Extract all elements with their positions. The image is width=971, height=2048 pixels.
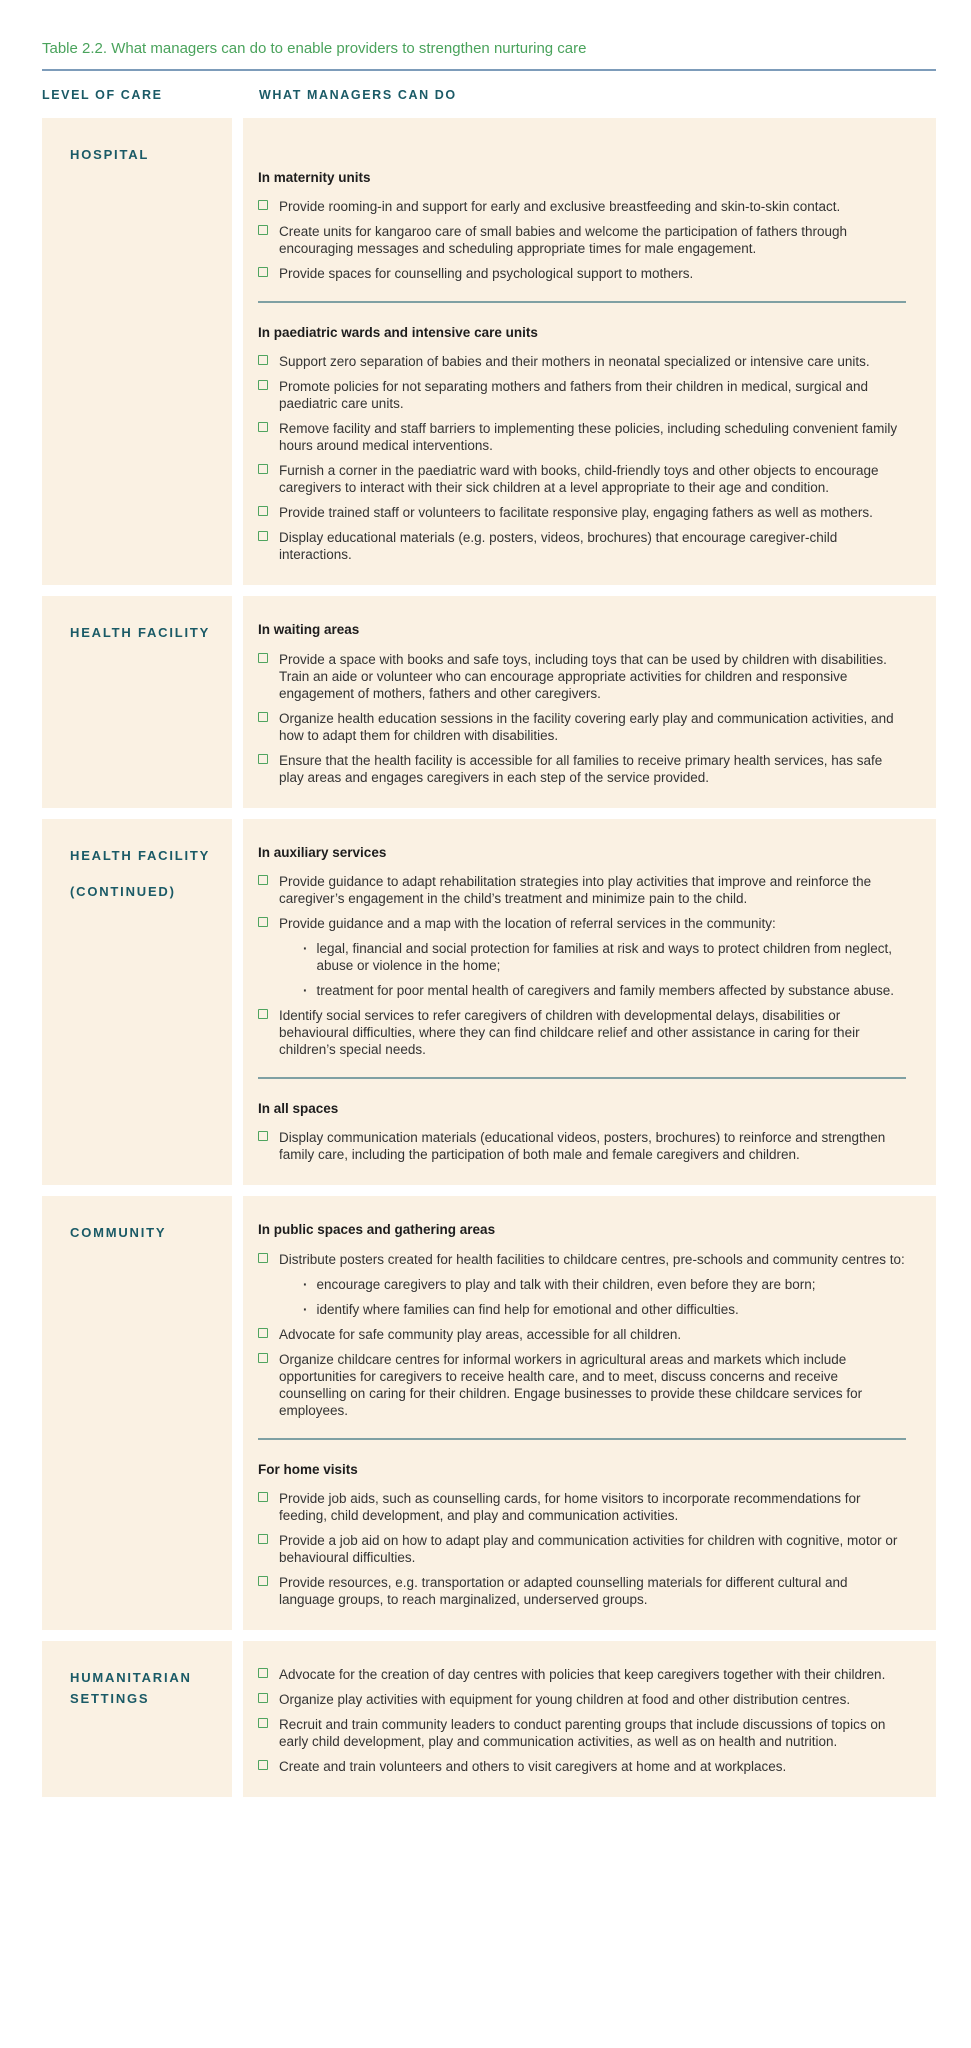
item-body [279,1490,906,1524]
actions-cell [243,1641,936,1797]
item-body [279,353,906,370]
item-text: Ensure that the health facility is accessible for all families to receive primary health services, has safe play areas and engages caregivers in each step of the service provided. [279,752,883,785]
column-header-actions: WHAT MANAGERS CAN DO [259,87,457,102]
title-rule [42,69,936,71]
checkbox-icon [258,1693,268,1703]
bullet-dot-icon: · [303,1302,308,1318]
item-text: Identify social services to refer caregivers of children with developmental delays, disabilities or behavioural difficulties, where they can find childcare relief and other assistance in caring for their children’s special needs. [279,1008,860,1058]
table-row [42,596,936,808]
checkbox-icon [258,422,268,432]
checklist-item [258,915,906,999]
checkbox-icon [258,1353,268,1363]
checkbox-icon [258,1131,268,1141]
item-body [279,1007,906,1058]
checkbox-icon [258,1009,268,1019]
item-text: Organize play activities with equipment for young children at food and other distribution centres. [279,1692,851,1708]
item-text: Advocate for the creation of day centres with policies that keep caregivers together with their children. [279,1667,886,1683]
section-heading: For home visits [258,1461,358,1477]
checkbox-icon [258,1328,268,1338]
section-divider [258,1077,906,1079]
checkbox-icon [258,506,268,516]
item-body [279,752,906,786]
item-body [279,915,906,999]
item-body [279,529,906,563]
checkbox-icon [258,1253,268,1263]
checklist-item [258,378,906,412]
sub-item-text: encourage caregivers to play and talk with their children, even before they are born; [316,1277,816,1293]
sub-list [279,1276,906,1318]
checkbox-icon [258,754,268,764]
item-text: Create units for kangaroo care of small babies and welcome the participation of fathers through encouraging messages and scheduling appropriate times for male engagement. [279,224,848,257]
item-body [279,710,906,744]
checkbox-icon [258,1576,268,1586]
item-body [279,462,906,496]
sub-item [303,1276,906,1293]
item-text: Distribute posters created for health facilities to childcare centres, pre-schools and community centres to: [279,1252,905,1268]
item-text: Furnish a corner in the paediatric ward with books, child-friendly toys and other objects to encourage caregivers to interact with their sick children at a level appropriate to their age and condition. [279,463,879,496]
item-text: Remove facility and staff barriers to implementing these policies, including scheduling convenient family hours around medical interventions. [279,421,898,454]
item-text: Advocate for safe community play areas, accessible for all children. [279,1327,682,1343]
level-label: COMMUNITY [70,1225,167,1241]
checkbox-icon [258,355,268,365]
checklist-item [258,1129,906,1163]
level-cell [42,1641,232,1797]
checklist-item [258,353,906,370]
item-body [279,1716,906,1750]
item-text: Provide spaces for counselling and psychological support to mothers. [279,266,694,282]
sub-item [303,940,906,974]
item-body [279,1251,906,1318]
item-body [279,1691,906,1708]
actions-cell [243,819,936,1186]
item-text: Recruit and train community leaders to conduct parenting groups that include discussions of topics on early child development, play and communication activities, as well as on health and nutrition. [279,1717,886,1750]
level-cell [42,118,232,586]
item-text: Provide rooming-in and support for early and exclusive breastfeeding and skin-to-skin contact. [279,199,841,215]
item-text: Provide trained staff or volunteers to facilitate responsive play, engaging fathers as well as mothers. [279,505,873,521]
sub-list [279,940,906,999]
item-text: Organize childcare centres for informal workers in agricultural areas and markets which include opportunities for caregivers to receive health care, and to meet, discuss concerns and receive counselling on caring for their children. Engage businesses to provide these childcare services for employees. [279,1352,863,1419]
item-text: Provide resources, e.g. transportation or adapted counselling materials for different cultural and language groups, to reach marginalized, underserved groups. [279,1575,848,1608]
item-body [279,651,906,702]
checklist-item [258,504,906,521]
checkbox-icon [258,267,268,277]
checklist-item [258,462,906,496]
checklist-item [258,1532,906,1566]
checklist-item [258,873,906,907]
item-body [279,1326,906,1343]
section-divider [258,301,906,303]
table-row [42,1641,936,1797]
sub-item [303,982,906,999]
item-text: Support zero separation of babies and their mothers in neonatal specialized or intensive care units. [279,354,870,370]
item-text: Display educational materials (e.g. posters, videos, brochures) that encourage caregiver-child interactions. [279,530,838,563]
item-body [279,1532,906,1566]
level-cell [42,819,232,1186]
checkbox-icon [258,1718,268,1728]
sub-item-text: treatment for poor mental health of caregivers and family members affected by substance abuse. [316,983,895,999]
item-text: Display communication materials (educational videos, posters, brochures) to reinforce and strengthen family care, including the participation of both male and female caregivers and children. [279,1130,886,1163]
actions-cell [243,118,936,586]
section-divider [258,1438,906,1440]
checkbox-icon [258,1534,268,1544]
section-heading: In all spaces [258,1100,339,1116]
column-header-level: LEVEL OF CARE [42,87,163,102]
checklist-item [258,1251,906,1318]
table-row [42,118,936,586]
section-heading: In maternity units [258,169,371,185]
item-body [279,873,906,907]
checklist-item [258,651,906,702]
item-body [279,223,906,257]
table-row [42,1196,936,1630]
section-heading: In paediatric wards and intensive care units [258,324,538,340]
checkbox-icon [258,917,268,927]
checklist-item [258,1326,906,1343]
checklist-item [258,1691,906,1708]
item-text: Provide a job aid on how to adapt play and communication activities for children with cognitive, motor or behavioural difficulties. [279,1533,898,1566]
item-text: Organize health education sessions in the facility covering early play and communication activities, and how to adapt them for children with disabilities. [279,710,894,743]
checklist-item [258,1351,906,1419]
actions-cell [243,596,936,808]
level-cell [42,1196,232,1630]
checklist-item [258,265,906,282]
level-label: HOSPITAL [70,146,150,162]
item-text: Provide a space with books and safe toys, including toys that can be used by children with disabilities. Train an aide or volunteer who can encourage appropriate activities for children and responsive engagement of mothers, fathers and other caregivers. [279,651,887,701]
checkbox-icon [258,200,268,210]
checklist-item [258,1007,906,1058]
item-text: Provide job aids, such as counselling cards, for home visitors to incorporate recommendations for feeding, child development, and play and communication activities. [279,1491,861,1524]
bullet-dot-icon: · [303,941,308,957]
checkbox-icon [258,653,268,663]
item-text: Provide guidance and a map with the location of referral services in the community: [279,916,776,932]
item-body [279,265,906,282]
level-cell [42,596,232,808]
checklist-item [258,752,906,786]
checklist-item [258,529,906,563]
checkbox-icon [258,1492,268,1502]
table-title: Table 2.2. What managers can do to enable providers to strengthen nurturing care [42,40,587,57]
level-note: (CONTINUED) [70,883,176,899]
item-body [279,1758,906,1775]
checkbox-icon [258,712,268,722]
checklist-item [258,1490,906,1524]
item-body [279,1129,906,1163]
checklist-item [258,198,906,215]
checkbox-icon [258,225,268,235]
sub-item-text: identify where families can find help for emotional and other difficulties. [316,1302,739,1318]
sub-item-text: legal, financial and social protection for families at risk and ways to protect children from neglect, abuse or violence in the home; [316,941,893,974]
section-heading: In public spaces and gathering areas [258,1222,496,1238]
bullet-dot-icon: · [303,1277,308,1293]
checkbox-icon [258,531,268,541]
checklist-item [258,1666,906,1683]
checkbox-icon [258,380,268,390]
checkbox-icon [258,1668,268,1678]
item-body [279,198,906,215]
item-body [279,1351,906,1419]
item-text: Provide guidance to adapt rehabilitation strategies into play activities that improve and reinforce the caregiver’s engagement in the child’s treatment and minimize pain to the child. [279,874,872,907]
actions-cell [243,1196,936,1630]
item-body [279,1666,906,1683]
checklist-item [258,223,906,257]
level-label: HUMANITARIAN SETTINGS [70,1670,192,1706]
checklist-item [258,710,906,744]
item-body [279,420,906,454]
table-body [42,118,936,1797]
section-heading: In waiting areas [258,622,360,638]
item-text: Create and train volunteers and others to visit caregivers at home and at workplaces. [279,1759,787,1775]
item-body [279,1574,906,1608]
checklist-item [258,1574,906,1608]
table-row [42,819,936,1186]
level-label: HEALTH FACILITY [70,847,211,863]
checkbox-icon [258,1760,268,1770]
checklist-item [258,1758,906,1775]
item-body [279,378,906,412]
item-text: Promote policies for not separating mothers and fathers from their children in medical, surgical and paediatric care units. [279,379,869,412]
checkbox-icon [258,464,268,474]
bullet-dot-icon: · [303,983,308,999]
checklist-item [258,1716,906,1750]
column-headers [42,88,936,102]
checklist-item [258,420,906,454]
section-heading: In auxiliary services [258,844,387,860]
checkbox-icon [258,875,268,885]
level-label: HEALTH FACILITY [70,625,211,641]
item-body [279,504,906,521]
sub-item [303,1301,906,1318]
